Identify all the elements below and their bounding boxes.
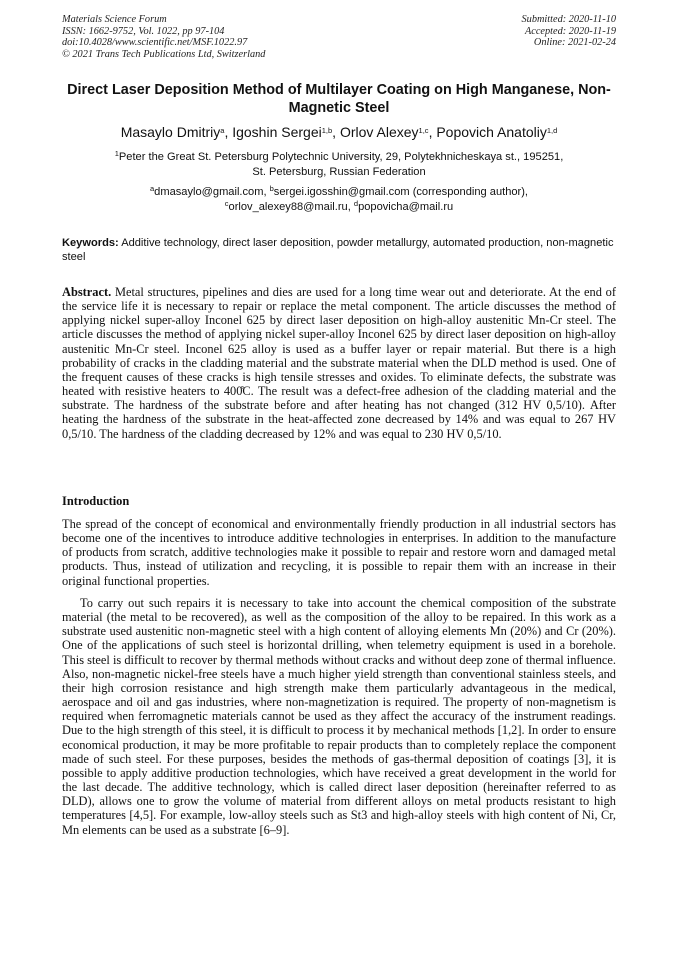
journal-doi: doi:10.4028/www.scientific.net/MSF.1022.97 [62, 37, 248, 49]
email-superscript: a [149, 184, 155, 193]
email-superscript: d [353, 198, 359, 208]
journal-name: Materials Science Forum [62, 14, 167, 25]
author-superscript: 1,b [321, 126, 333, 135]
journal-copyright: © 2021 Trans Tech Publications Ltd, Switzerland [62, 48, 266, 60]
email-superscript: c [224, 198, 229, 208]
accepted-date: Accepted: 2020-11-19 [524, 25, 616, 37]
author-superscript: 1,c [418, 126, 429, 135]
introduction-paragraph-1: The spread of the concept of economical and environmentally friendly production in all industrial sectors has become one of the incentives to introduce additive technologies in enterprises. In addition to the manufacture of products from scratch, additive technologies make it possible to repair and restore worn and damaged metal products. Thus, instead of utilization and recycling, it is possible to repair them with an increase in their original functional properties. [62, 517, 616, 588]
abstract-text: Metal structures, pipelines and dies are used for a long time wear out and deteriorate. At the end of the service life it is necessary to repair or replace the metal component. The article discusses the method of applying nickel super-alloy Inconel 625 by direct laser deposition on high-alloy austenitic Mn-Cr steel. The article discusses the method of applying nickel super-alloy Inconel 625 by direct laser deposition on high-alloy austenitic Mn-Cr steel. Inconel 625 alloy is used as a buffer layer or repair material. But there is a high probability of cracks in the cladding material and the substrate material when the DLD method is used. One of the frequent causes of these cracks is high tensile stresses and oxides. To eliminate defects, the substrate was heated with resistive heaters to 400̊C. The result was a defect-free adhesion of the cladding material and the substrate. The hardness of the substrate before and after heating has not changed (312 HV 0,5/10). After heating the hardness of the substrate in the heat-affected zone decreased by 14% and was equal to 267 HV 0,5/10. The hardness of the cladding decreased by 12% and was equal to 230 HV 0,5/10. [62, 285, 616, 441]
abstract [62, 285, 616, 441]
author-superscript: a [220, 126, 225, 135]
author-name: Popovich Anatoliy [436, 124, 547, 140]
keywords-text: Additive technology, direct laser deposition, powder metallurgy, automated production, non-magnetic steel [62, 237, 614, 264]
author-list [40, 124, 638, 141]
paper-title: Direct Laser Deposition Method of Multilayer Coating on High Manganese, Non-Magnetic Steel [67, 82, 611, 116]
email-b: sergei.igosshin@gmail.com (corresponding author), [273, 186, 529, 198]
online-date: Online: 2021-02-24 [533, 37, 616, 49]
author-name: Igoshin Sergei [232, 124, 322, 140]
email-c: orlov_alexey88@mail.ru, [228, 200, 354, 213]
email-d: popovicha@mail.ru [358, 200, 454, 213]
email-superscript: b [269, 184, 274, 193]
journal-header-right [522, 14, 616, 49]
author-emails [62, 185, 616, 214]
submitted-date: Submitted: 2020-11-10 [521, 14, 616, 25]
abstract-label: Abstract. [62, 285, 112, 299]
affiliation [62, 150, 616, 179]
email-a: dmasaylo@gmail.com, [154, 186, 270, 198]
author-separator: , [224, 124, 233, 140]
author-name: Masaylo Dmitriy [120, 124, 221, 140]
keywords-label: Keywords: [62, 237, 119, 249]
affiliation-line-1: Peter the Great St. Petersburg Polytechnic University, 29, Polytekhnicheskaya st., 195251, [118, 151, 564, 163]
introduction-paragraph-2: To carry out such repairs it is necessary to take into account the chemical composition of the substrate material (the metal to be recovered), as well as the composition of the alloy to be repaired. In this work as a substrate used austenitic non-magnetic steel with a high content of alloying elements Mn (20%) and Cr (20%). One of the applications of such steel is horizontal drilling, when telemetry equipment is used in a borehole. This steel is difficult to recover by thermal methods without cracks and without deep zone of thermal influence. Also, non-magnetic nickel-free steels have a much higher yield strength than conventional stainless steels, and their high corrosion resistance and high strength make them particularly advantageous in the medical, aerospace and oil and gas industries, where non-magnetization is required. The property of non-magnetism is required when ferromagnetic materials cannot be used as they affect the accuracy of the instrument readings. Due to the high strength of this steel, it is difficult to process it by mechanical methods [1,2]. In order to ensure economical production, it may be more profitable to repair products than to completely replace the component made of such steel. For these purposes, besides the methods of gas-thermal deposition of coatings [3], it is possible to apply additive production technologies, which have received a great development in the world for the last decade. The additive technology, which is called direct laser deposition (hereinafter referred to as DLD), allows one to grow the volume of material from different alloys on metal products resistant to high temperatures [4,5]. For example, low-alloy steels such as St3 and high-alloy steels with high content of Ni, Cr, Mn elements can be used as a substrate [6–9]. [62, 596, 616, 837]
journal-header-left [62, 14, 265, 60]
affiliation-line-2: St. Petersburg, Russian Federation [252, 165, 426, 178]
author-separator: , [428, 124, 437, 140]
affiliation-superscript: 1 [114, 149, 119, 158]
section-heading-introduction: Introduction [62, 494, 130, 508]
keywords [62, 236, 618, 265]
author-name: Orlov Alexey [339, 124, 419, 140]
author-superscript: 1,d [546, 126, 558, 135]
journal-issn: ISSN: 1662-9752, Vol. 1022, pp 97-104 [62, 25, 225, 37]
author-separator: , [332, 124, 340, 140]
